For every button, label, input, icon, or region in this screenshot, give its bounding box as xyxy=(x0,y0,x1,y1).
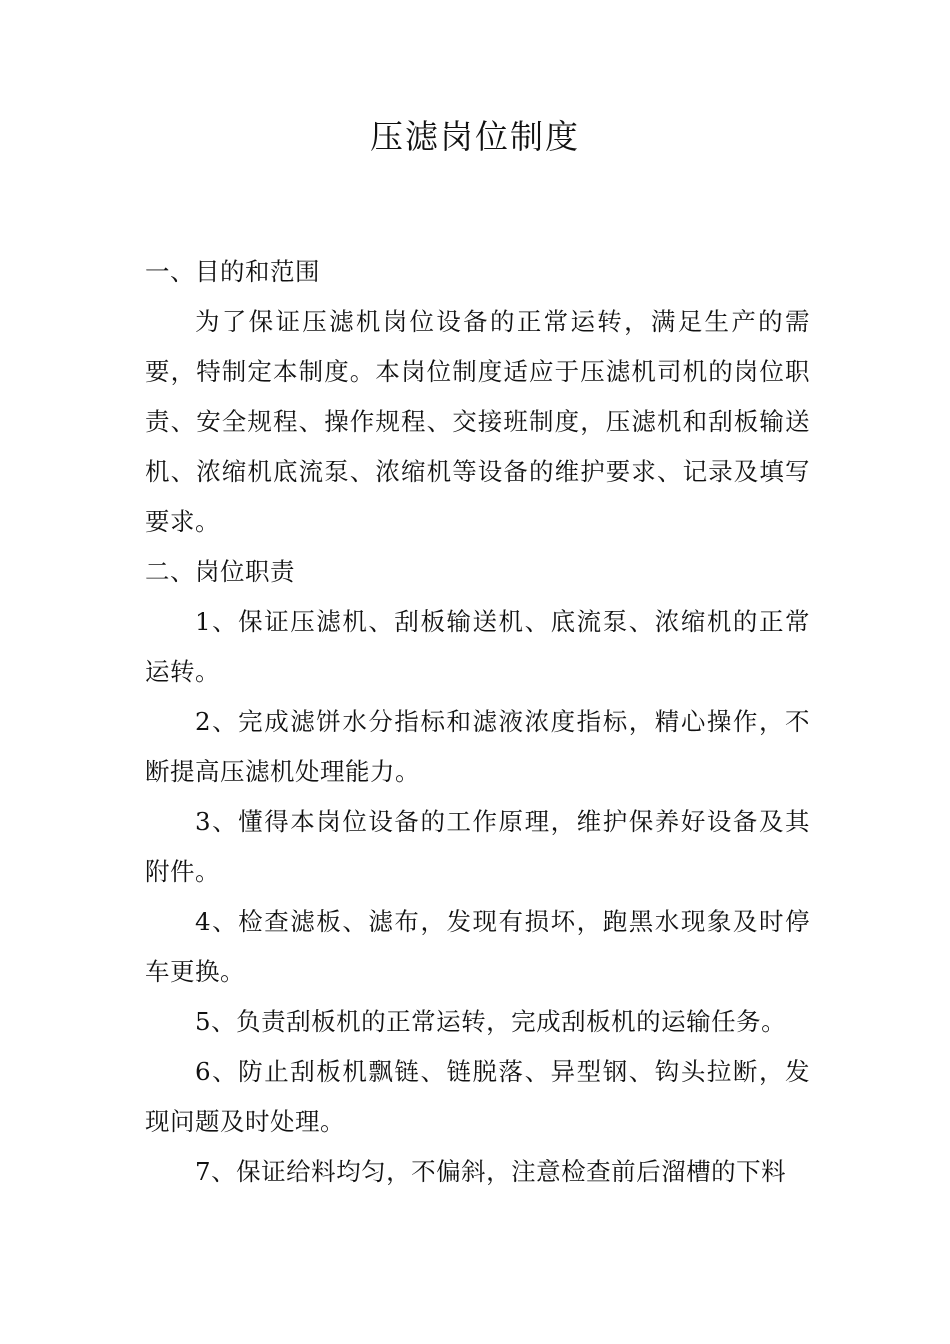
section-heading-purpose-scope: 一、目的和范围 xyxy=(145,257,320,286)
duty-item-3: 3、懂得本岗位设备的工作原理，维护保养好设备及其附件。 xyxy=(145,807,810,886)
duty-item-4: 4、检查滤板、滤布，发现有损坏，跑黑水现象及时停车更换。 xyxy=(145,907,810,986)
section-heading-job-duties: 二、岗位职责 xyxy=(145,557,295,586)
paragraph-purpose-scope: 为了保证压滤机岗位设备的正常运转，满足生产的需要，特制定本制度。本岗位制度适应于压滤机司机的岗位职责、安全规程、操作规程、交接班制度，压滤机和刮板输送机、浓缩机底流泵、浓缩机等设备的维护要求、记录及填写要求。 xyxy=(145,307,810,536)
document-body xyxy=(145,247,810,1197)
duty-item-5: 5、负责刮板机的正常运转，完成刮板机的运输任务。 xyxy=(195,1007,787,1036)
duty-item-2: 2、完成滤饼水分指标和滤液浓度指标，精心操作，不断提高压滤机处理能力。 xyxy=(145,707,810,786)
duty-item-1: 1、保证压滤机、刮板输送机、底流泵、浓缩机的正常运转。 xyxy=(145,607,810,686)
duty-item-7: 7、保证给料均匀，不偏斜，注意检查前后溜槽的下料 xyxy=(195,1157,787,1186)
page-title: 压滤岗位制度 xyxy=(370,117,580,156)
duty-item-6: 6、防止刮板机飘链、链脱落、异型钢、钩头拉断，发现问题及时处理。 xyxy=(145,1057,810,1136)
